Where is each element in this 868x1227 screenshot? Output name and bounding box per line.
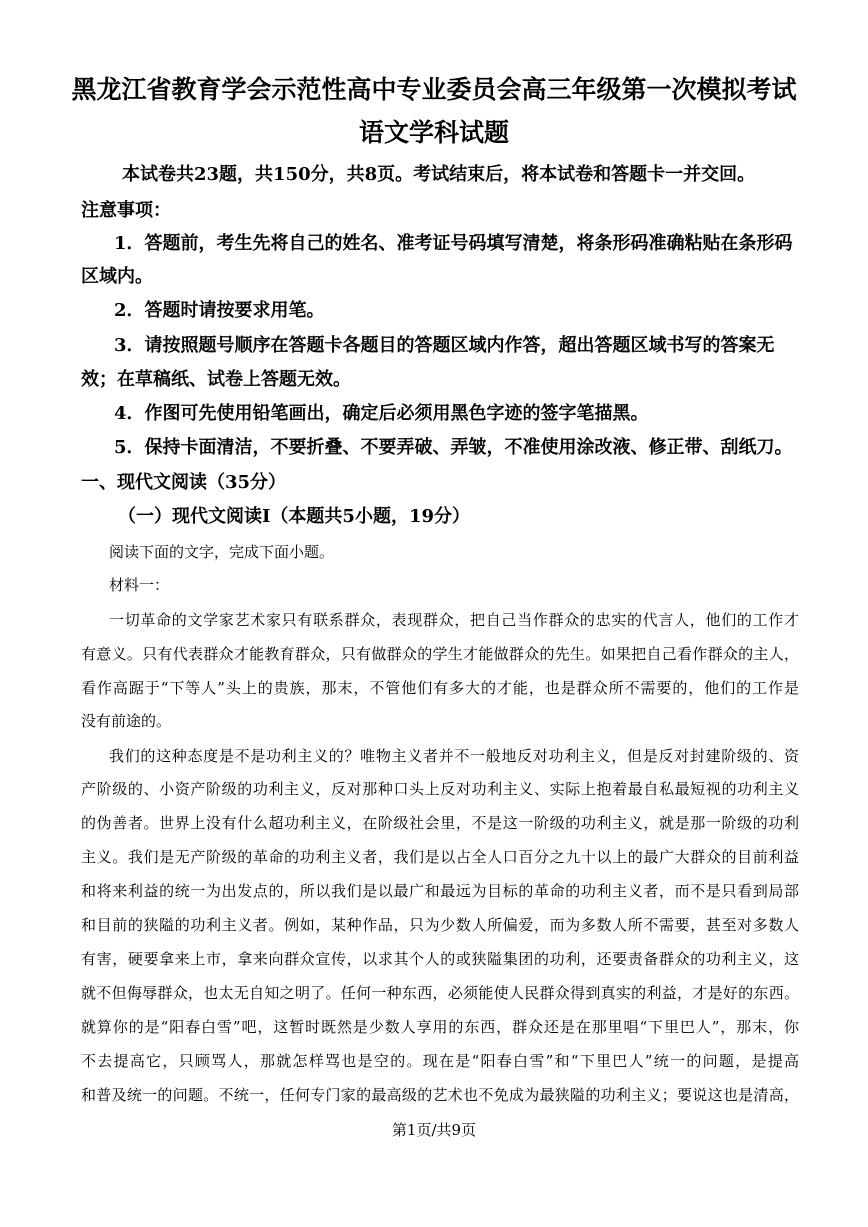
exam-intro: 本试卷共23题，共150分，共8页。考试结束后，将本试卷和答题卡一并交回。 bbox=[122, 164, 756, 185]
notice-item-3-cont: 效；在草稿纸、试卷上答题无效。 bbox=[81, 369, 351, 390]
paragraph-2-line-3: 的伪善者。世界上没有什么超功利主义，在阶级社会里，不是这一阶级的功利主义，就是那一阶级的功利 bbox=[81, 814, 799, 832]
material-label: 材料一： bbox=[109, 576, 170, 594]
section-heading: 一、现代文阅读（35分） bbox=[81, 472, 287, 493]
section-subheading: （一）现代文阅读Ⅰ（本题共5小题，19分） bbox=[118, 506, 470, 527]
paragraph-2-line-2: 产阶级的、小资产阶级的功利主义，反对那种口头上反对功利主义、实际上抱着最自私最短视的功利主义 bbox=[81, 780, 799, 798]
paragraph-2-line-9: 就算你的是“阳春白雪”吧，这暂时既然是少数人享用的东西，群众还是在那里唱“下里巴人”，那末，你 bbox=[81, 1018, 799, 1036]
paragraph-1-line-2: 有意义。只有代表群众才能教育群众，只有做群众的学生才能做群众的先生。如果把自己看作群众的主人， bbox=[81, 645, 799, 663]
notice-item-1-cont: 区域内。 bbox=[81, 266, 153, 287]
paragraph-2-line-6: 和目前的狭隘的功利主义者。例如，某种作品，只为少数人所偏爱，而为多数人所不需要，甚至对多数人 bbox=[81, 916, 799, 934]
paragraph-2-line-1: 我们的这种态度是不是功利主义的？唯物主义者并不一般地反对功利主义，但是反对封建阶级的、资 bbox=[109, 747, 799, 765]
paragraph-2-line-4: 主义。我们是无产阶级的革命的功利主义者，我们是以占全人口百分之九十以上的最广大群众的目前利益 bbox=[81, 848, 799, 866]
paragraph-2-line-8: 就不但侮辱群众，也太无自知之明了。任何一种东西，必须能使人民群众得到真实的利益，才是好的东西。 bbox=[81, 984, 799, 1002]
notice-item-2: 2．答题时请按要求用笔。 bbox=[114, 300, 325, 321]
paragraph-2-line-10: 不去提高它，只顾骂人，那就怎样骂也是空的。现在是“阳春白雪”和“下里巴人”统一的问题，是提高 bbox=[81, 1052, 799, 1070]
notice-item-5: 5．保持卡面清洁，不要折叠、不要弄破、弄皱，不准使用涂改液、修正带、刮纸刀。 bbox=[114, 437, 793, 458]
paragraph-2-line-11: 和普及统一的问题。不统一，任何专门家的最高级的艺术也不免成为最狭隘的功利主义；要说这也是清高， bbox=[81, 1086, 799, 1104]
paragraph-1-line-1: 一切革命的文学家艺术家只有联系群众，表现群众，把自己当作群众的忠实的代言人，他们的工作才 bbox=[109, 611, 799, 629]
notice-item-1: 1．答题前，考生先将自己的姓名、准考证号码填写清楚，将条形码准确粘贴在条形码 bbox=[114, 233, 793, 254]
notice-item-4: 4．作图可先使用铅笔画出，确定后必须用黑色字迹的签字笔描黑。 bbox=[114, 403, 649, 424]
exam-subject-title: 语文学科试题 bbox=[358, 118, 509, 147]
paragraph-2-line-5: 和将来利益的统一为出发点的，所以我们是以最广和最远为目标的革命的功利主义者，而不是只看到局部 bbox=[81, 882, 799, 900]
paragraph-1-line-3: 看作高踞于“下等人”头上的贵族，那末，不管他们有多大的才能，也是群众所不需要的，他们的工作是 bbox=[81, 679, 799, 697]
reading-instruction: 阅读下面的文字，完成下面小题。 bbox=[109, 543, 335, 561]
page-indicator: 第1页/共9页 bbox=[391, 1121, 477, 1139]
paragraph-2-line-7: 有害，硬要拿来上市，拿来向群众宣传，以求其个人的或狭隘集团的功利，还要责备群众的功利主义，这 bbox=[81, 950, 799, 968]
notice-item-3: 3．请按照题号顺序在答题卡各题目的答题区域内作答，超出答题区域书写的答案无 bbox=[114, 335, 775, 356]
exam-title: 黑龙江省教育学会示范性高中专业委员会高三年级第一次模拟考试 bbox=[71, 75, 797, 104]
notice-heading: 注意事项： bbox=[81, 200, 171, 221]
paragraph-1-line-4: 没有前途的。 bbox=[81, 712, 172, 730]
